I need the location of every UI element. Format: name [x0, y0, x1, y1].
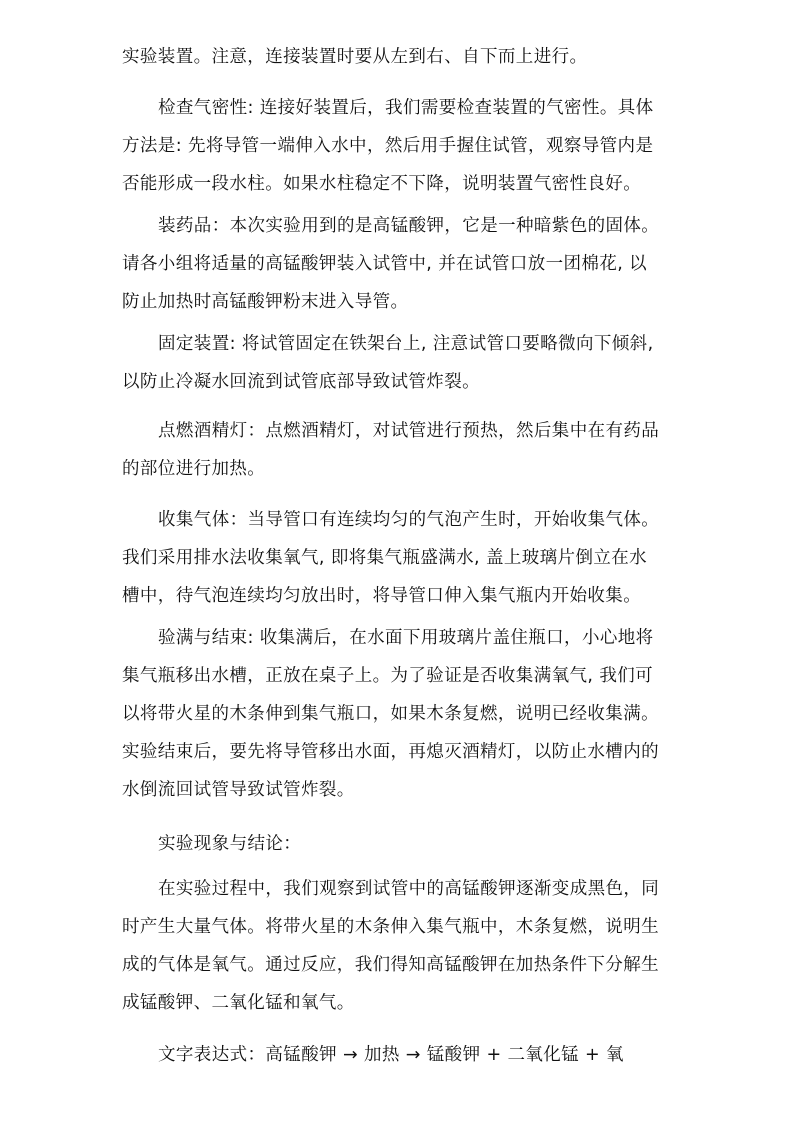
paragraph-verify-and-finish [122, 619, 682, 809]
text-line: 点燃酒精灯：点燃酒精灯，对试管进行预热，然后集中在有药品 [158, 421, 660, 441]
paragraph-conclusion [122, 870, 682, 1022]
text-line: 的部位进行加热。 [122, 459, 266, 479]
paragraph-fix-apparatus [122, 325, 682, 401]
paragraph-load-reagent [122, 207, 682, 321]
paragraph-collect-gas [122, 501, 682, 615]
text-line: 装药品：本次实验用到的是高锰酸钾，它是一种暗紫色的固体。 [158, 216, 660, 236]
text-line: 集气瓶移出水槽，正放在桌子上。为了验证是否收集满氧气, 我们可 [122, 666, 654, 686]
text-line: 文字表达式：高锰酸钾 → 加热 → 锰酸钾 + 二氧化锰 + 氧 [158, 1045, 624, 1065]
text-line: 固定装置: 将试管固定在铁架台上, 注意试管口要略微向下倾斜, [158, 334, 654, 354]
text-line: 实验结束后，要先将导管移出水面，再熄灭酒精灯，以防止水槽内的 [122, 742, 659, 762]
text-line: 实验装置。注意，连接装置时要从左到右、自下而上进行。 [122, 47, 588, 67]
text-line: 成锰酸钾、二氧化锰和氧气。 [122, 993, 355, 1013]
text-line: 时产生大量气体。将带火星的木条伸入集气瓶中，木条复燃，说明生 [122, 917, 659, 937]
paragraph-light-lamp [122, 412, 682, 488]
text-line: 水倒流回试管导致试管炸裂。 [122, 780, 355, 800]
text-line: 实验现象与结论： [158, 834, 302, 854]
text-line: 我们采用排水法收集氧气, 即将集气瓶盛满水, 盖上玻璃片倒立在水 [122, 548, 648, 568]
text-line: 以防止冷凝水回流到试管底部导致试管炸裂。 [122, 372, 480, 392]
paragraph-apparatus-note [122, 38, 682, 76]
text-line: 验满与结束: 收集满后，在水面下用玻璃片盖住瓶口，小心地将 [158, 628, 654, 648]
text-line: 收集气体：当导管口有连续均匀的气泡产生时，开始收集气体。 [158, 510, 660, 530]
paragraph-check-airtightness [122, 89, 682, 203]
text-line: 以将带火星的木条伸到集气瓶口，如果木条复燃，说明已经收集满。 [122, 704, 659, 724]
text-line: 槽中，待气泡连续均匀放出时，将导管口伸入集气瓶内开始收集。 [122, 586, 642, 606]
text-line: 否能形成一段水柱。如果水柱稳定不下降，说明装置气密性良好。 [122, 174, 642, 194]
text-line: 在实验过程中，我们观察到试管中的高锰酸钾逐渐变成黑色，同 [158, 879, 660, 899]
text-line: 请各小组将适量的高锰酸钾装入试管中, 并在试管口放一团棉花, 以 [122, 254, 648, 274]
text-line: 成的气体是氧气。通过反应，我们得知高锰酸钾在加热条件下分解生 [122, 955, 659, 975]
text-line: 防止加热时高锰酸钾粉末进入导管。 [122, 292, 409, 312]
text-line: 检查气密性: 连接好装置后，我们需要检查装置的气密性。具体 [158, 98, 654, 118]
paragraph-word-equation [122, 1036, 682, 1074]
section-heading-phenomena [122, 825, 682, 863]
text-line: 方法是: 先将导管一端伸入水中，然后用手握住试管，观察导管内是 [122, 136, 654, 156]
